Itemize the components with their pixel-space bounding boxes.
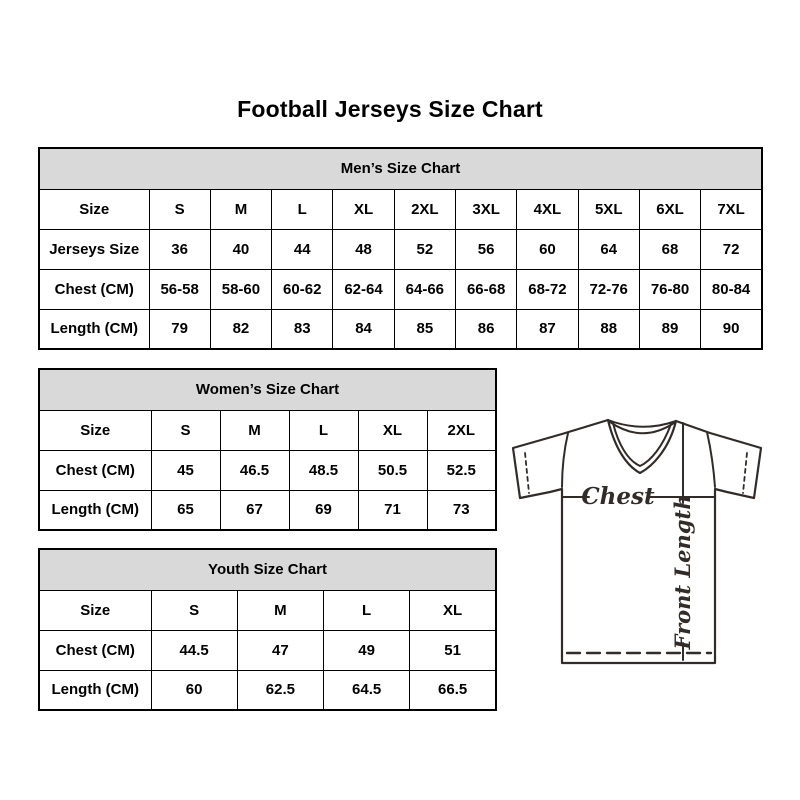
table-row [39,410,496,450]
row-label-cell: Size [39,590,151,630]
mens-size-table [38,147,763,350]
size-value-cell: 80-84 [701,269,762,309]
size-value-cell: S [151,410,220,450]
size-value-cell: 52.5 [427,450,496,490]
size-value-cell: 73 [427,490,496,530]
size-value-cell: 65 [151,490,220,530]
row-label-cell: Length (CM) [39,309,149,349]
size-value-cell: 52 [394,229,455,269]
section-title: Women’s Size Chart [39,369,496,410]
size-value-cell: 60 [151,670,237,710]
size-value-cell: 90 [701,309,762,349]
row-label-cell: Chest (CM) [39,269,149,309]
size-value-cell: 85 [394,309,455,349]
size-value-cell: 68-72 [517,269,578,309]
table-row [39,630,496,670]
size-value-cell: 64.5 [324,670,410,710]
size-value-cell: 72 [701,229,762,269]
size-value-cell: XL [410,590,496,630]
size-value-cell: 58-60 [210,269,271,309]
size-value-cell: 6XL [639,189,700,229]
size-value-cell: 62.5 [237,670,323,710]
size-value-cell: 7XL [701,189,762,229]
size-value-cell: S [151,590,237,630]
size-value-cell: 79 [149,309,210,349]
row-label-cell: Length (CM) [39,490,151,530]
size-value-cell: 60 [517,229,578,269]
size-value-cell: 48.5 [289,450,358,490]
size-value-cell: 72-76 [578,269,639,309]
size-value-cell: M [210,189,271,229]
size-value-cell: L [272,189,333,229]
front-length-label: Front Length [670,494,695,650]
size-value-cell: 83 [272,309,333,349]
size-value-cell: 44.5 [151,630,237,670]
row-label-cell: Chest (CM) [39,630,151,670]
size-value-cell: 45 [151,450,220,490]
size-value-cell: 68 [639,229,700,269]
size-value-cell: 47 [237,630,323,670]
size-value-cell: XL [333,189,394,229]
size-value-cell: 66.5 [410,670,496,710]
collar-band-icon [608,420,676,433]
size-value-cell: 64 [578,229,639,269]
size-value-cell: 67 [220,490,289,530]
size-value-cell: 49 [324,630,410,670]
sleeve-seam-left-icon [562,433,568,487]
size-value-cell: XL [358,410,427,450]
size-value-cell: L [289,410,358,450]
size-value-cell: 4XL [517,189,578,229]
row-label-cell: Jerseys Size [39,229,149,269]
jersey-diagram-icon [505,413,767,665]
size-value-cell: 86 [455,309,516,349]
table-row [39,450,496,490]
size-value-cell: 3XL [455,189,516,229]
youth-size-table [38,548,497,711]
section-title: Youth Size Chart [39,549,496,590]
size-value-cell: 88 [578,309,639,349]
size-value-cell: 56 [455,229,516,269]
jersey-outline [513,420,761,663]
cuff-dash-left-icon [525,453,529,493]
section-title: Men’s Size Chart [39,148,762,189]
table-row [39,229,762,269]
size-value-cell: 71 [358,490,427,530]
size-value-cell: 64-66 [394,269,455,309]
size-value-cell: M [237,590,323,630]
sleeve-seam-right-icon [707,432,715,487]
size-value-cell: 46.5 [220,450,289,490]
row-label-cell: Size [39,410,151,450]
size-value-cell: 82 [210,309,271,349]
size-value-cell: 84 [333,309,394,349]
size-value-cell: 60-62 [272,269,333,309]
cuff-dash-right-icon [743,453,747,493]
size-value-cell: S [149,189,210,229]
size-value-cell: 40 [210,229,271,269]
size-value-cell: 36 [149,229,210,269]
size-value-cell: L [324,590,410,630]
size-value-cell: 2XL [394,189,455,229]
size-value-cell: 44 [272,229,333,269]
page-title: Football Jerseys Size Chart [237,96,543,122]
table-row [39,590,496,630]
size-value-cell: 66-68 [455,269,516,309]
size-value-cell: 50.5 [358,450,427,490]
size-value-cell: 87 [517,309,578,349]
row-label-cell: Size [39,189,149,229]
size-value-cell: M [220,410,289,450]
size-value-cell: 2XL [427,410,496,450]
table-row [39,490,496,530]
size-value-cell: 69 [289,490,358,530]
size-value-cell: 89 [639,309,700,349]
table-row [39,269,762,309]
size-value-cell: 56-58 [149,269,210,309]
size-value-cell: 76-80 [639,269,700,309]
table-row [39,189,762,229]
table-row [39,670,496,710]
jersey-measurement-diagram [505,413,767,665]
size-value-cell: 62-64 [333,269,394,309]
size-value-cell: 5XL [578,189,639,229]
row-label-cell: Chest (CM) [39,450,151,490]
row-label-cell: Length (CM) [39,670,151,710]
size-value-cell: 51 [410,630,496,670]
table-row [39,309,762,349]
womens-size-table [38,368,497,531]
size-value-cell: 48 [333,229,394,269]
chest-label: Chest [581,483,655,510]
